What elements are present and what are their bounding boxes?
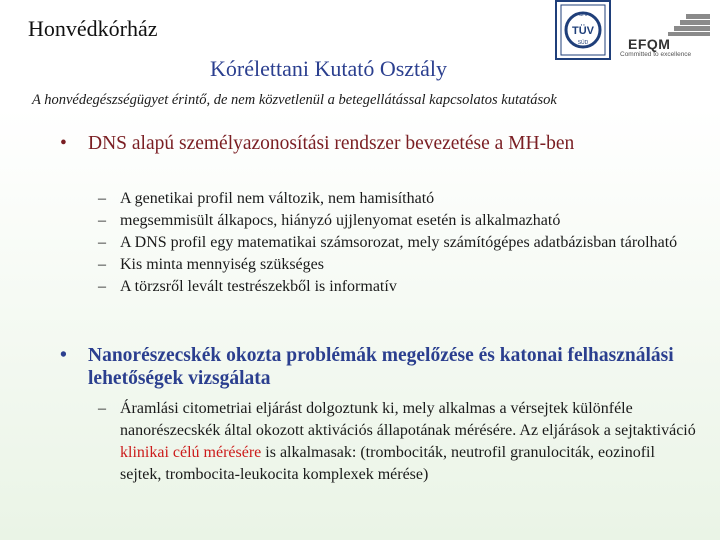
dash-marker: – bbox=[98, 212, 106, 229]
list-item bbox=[98, 254, 698, 276]
tuv-certification-logo bbox=[555, 0, 611, 60]
bullet-marker: • bbox=[60, 133, 67, 154]
dna-sub-list bbox=[98, 188, 698, 298]
list-item-text: A törzsről levált testrészekből is informatív bbox=[120, 278, 397, 295]
tuv-top-text: CHI bbox=[578, 12, 588, 18]
efqm-label: EFQM bbox=[628, 36, 671, 52]
list-item bbox=[98, 188, 698, 210]
bullet-text: Nanorészecskék okozta problémák megelőzése és katonai felhasználási lehetőségek vizsgálata bbox=[88, 345, 674, 389]
list-item-text-after: is alkalmasak: (trombociták, neutrofil granulociták, eozinofil sejtek, trombocita-leukocita komplexek mérése) bbox=[120, 444, 655, 483]
tuv-main-text: TÜV bbox=[572, 25, 594, 37]
slide-subtitle: A honvédegészségügyet érintő, de nem közvetlenül a betegellátással kapcsolatos kutatások bbox=[32, 92, 557, 108]
list-item-text: megsemmisült álkapocs, hiányzó ujjlenyomat esetén is alkalmazható bbox=[120, 212, 561, 229]
bullet-dna-identification bbox=[60, 132, 700, 155]
bullet-text: DNS alapú személyazonosítási rendszer bevezetése a MH-ben bbox=[88, 133, 575, 154]
organization-title: Honvédkórház bbox=[28, 16, 158, 41]
dash-marker: – bbox=[98, 278, 106, 295]
nano-sub-list bbox=[98, 398, 698, 486]
efqm-tagline: Committed to excellence bbox=[620, 51, 692, 58]
bullet-nanoparticles bbox=[60, 344, 700, 390]
dash-marker: – bbox=[98, 400, 106, 417]
dash-marker: – bbox=[98, 256, 106, 273]
list-item-text: A genetikai profil nem változik, nem hamisítható bbox=[120, 190, 435, 207]
list-item-text-before: Áramlási citometriai eljárást dolgoztunk ki, mely alkalmas a vérsejtek különféle nanorészecskék által okozott aktivációs állapotának mérésére. Az eljárások a sejtaktiváció bbox=[120, 400, 696, 439]
bullet-marker: • bbox=[60, 345, 67, 366]
list-item-text: Kis minta mennyiség szükséges bbox=[120, 256, 324, 273]
list-item-text: A DNS profil egy matematikai számsorozat, mely számítógépes adatbázisban tárolható bbox=[120, 234, 678, 251]
department-title: Kórélettani Kutató Osztály bbox=[210, 56, 448, 81]
list-item bbox=[98, 210, 698, 232]
list-item bbox=[98, 398, 698, 486]
list-item bbox=[98, 232, 698, 254]
tuv-bottom-text: SÜD bbox=[577, 40, 589, 46]
dash-marker: – bbox=[98, 190, 106, 207]
list-item bbox=[98, 276, 698, 298]
highlighted-text: klinikai célú mérésére bbox=[120, 444, 262, 461]
dash-marker: – bbox=[98, 234, 106, 251]
